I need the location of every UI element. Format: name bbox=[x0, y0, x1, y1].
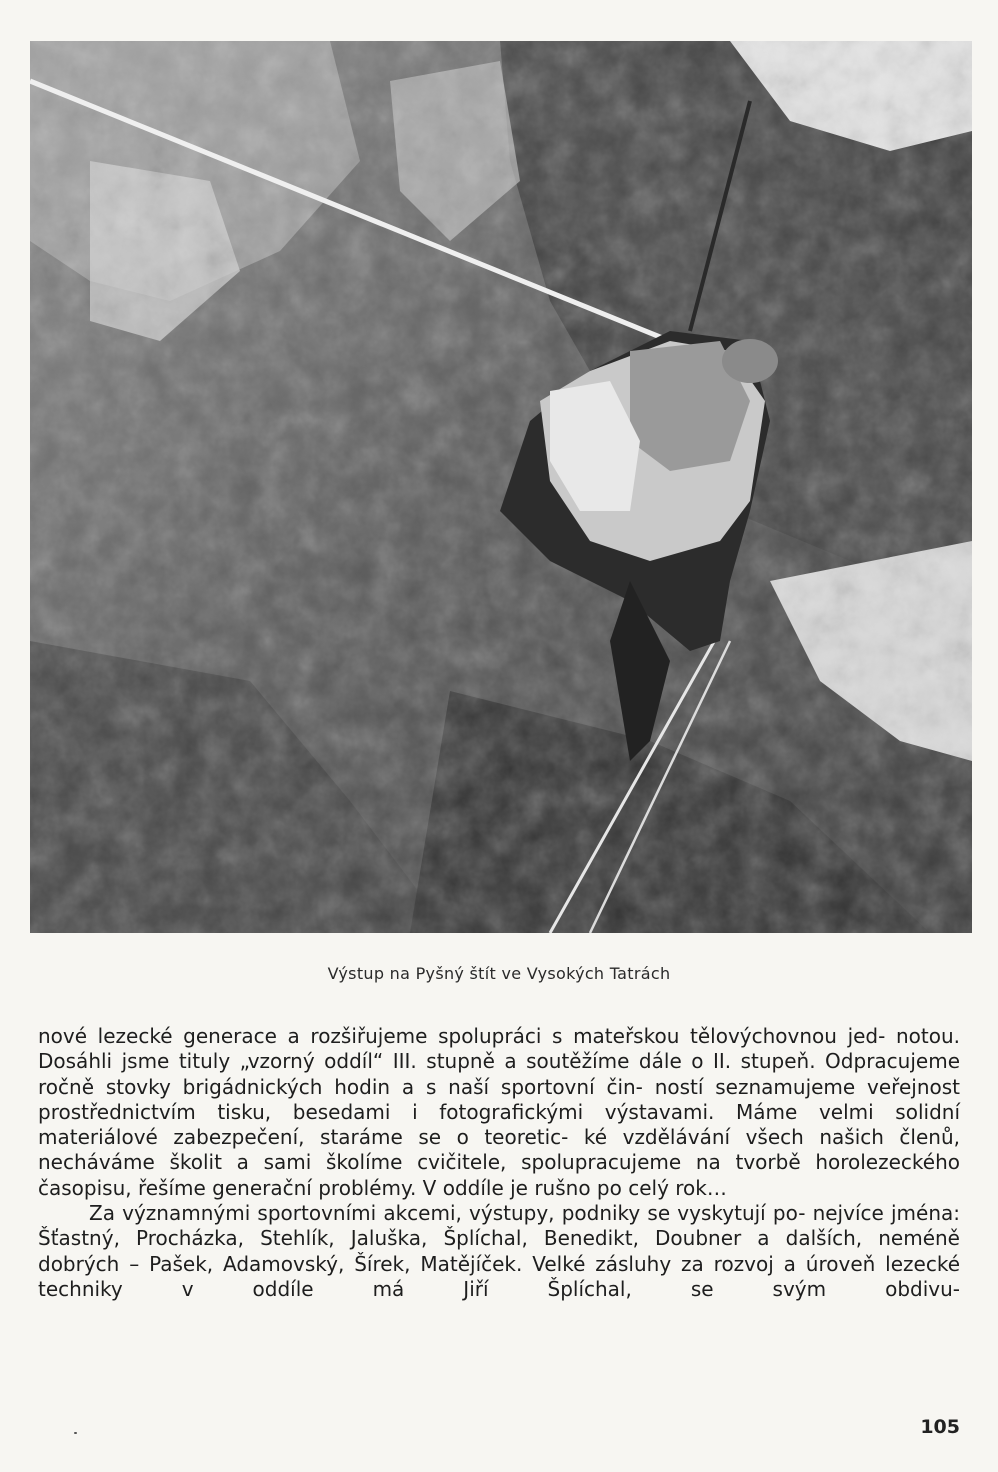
paragraph-1: nové lezecké generace a rozšiřujeme spolupráci s mateřskou tělovýchovnou jed- notou. Dosáhli jsme tituly „vzorný oddíl“ III. stupně a soutěžíme dále o II. stupeň. Odpracujeme ročně stovky brigádnických hodin a s naší sportovní čin- ností seznamujeme veřejnost prostřednictvím tisku, besedami i fotografickými výstavami. Máme velmi solidní materiálové zabezpečení, staráme se o teoretic- ké vzdělávání všech našich členů, necháváme školit a sami školíme cvičitele, spolupracujeme na tvorbě horolezeckého časopisu, řešíme generační problémy. V oddíle je rušno po celý rok… bbox=[38, 1024, 960, 1200]
paragraph-2: Za významnými sportovními akcemi, výstupy, podniky se vyskytují po- nejvíce jména: Šťastný, Procházka, Stehlík, Jaluška, Šplíchal, Benedikt, Doubner a dalších, neméně dobrých – Pašek, Adamovský, Šírek, Matějíček. Velké zásluhy za rozvoj a úroveň lezecké techniky v oddíle má Jiří Šplíchal, se svým obdivu- bbox=[38, 1201, 960, 1301]
climber-photo bbox=[30, 41, 972, 933]
print-speck bbox=[74, 1432, 77, 1434]
photo-caption: Výstup na Pyšný štít ve Vysokých Tatrách bbox=[327, 964, 671, 983]
photo-illustration bbox=[30, 41, 972, 933]
body-text bbox=[38, 1024, 960, 1302]
page-number: 105 bbox=[920, 1416, 960, 1438]
